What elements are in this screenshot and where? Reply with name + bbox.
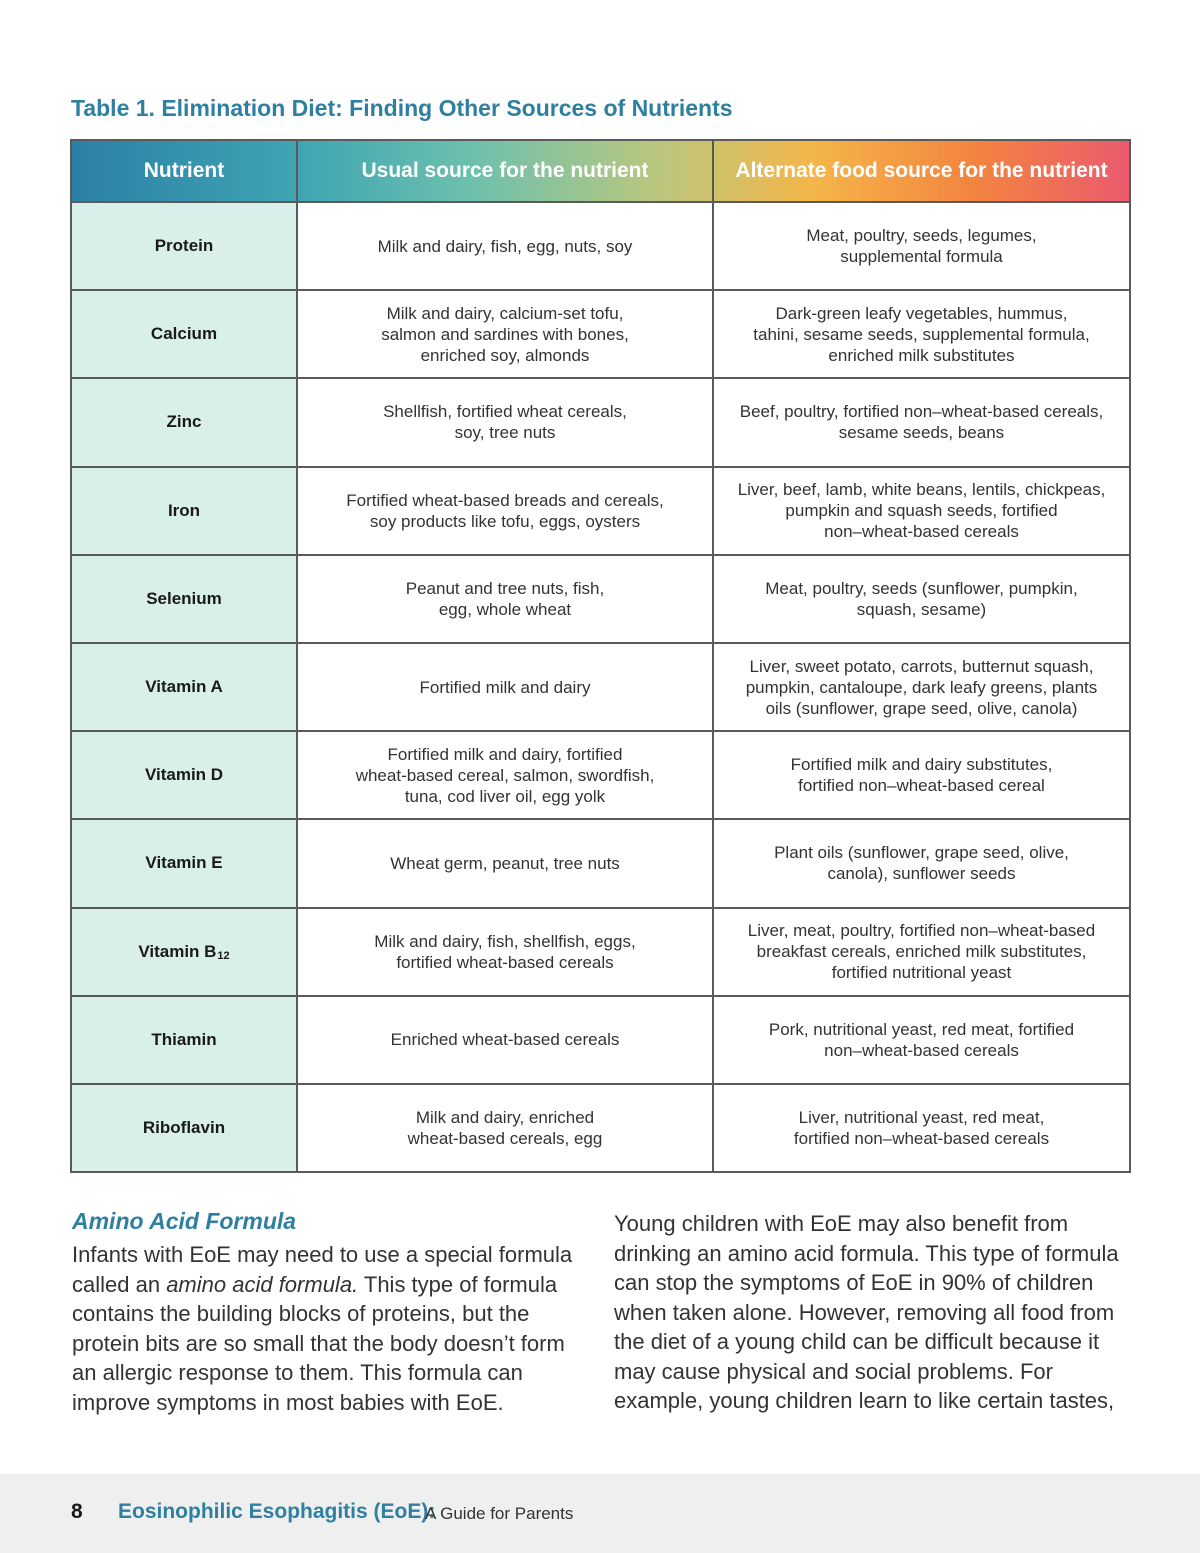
table-row: [71, 908, 1130, 996]
table-row: [71, 202, 1130, 290]
right-text-column: [614, 1209, 1129, 1416]
table-row: [71, 378, 1130, 466]
alternate-source-cell: Fortified milk and dairy substitutes, fortified non–wheat-based cereal: [713, 731, 1130, 819]
alternate-source-cell: Beef, poultry, fortified non–wheat-based cereals, sesame seeds, beans: [713, 378, 1130, 466]
nutrient-name-cell: [71, 378, 297, 466]
nutrient-name: Vitamin B: [138, 941, 217, 961]
nutrient-name: Thiamin: [151, 1029, 217, 1049]
table-row: [71, 996, 1130, 1084]
footer-subtitle: A Guide for Parents: [425, 1504, 574, 1523]
nutrient-name: Protein: [154, 236, 214, 256]
usual-source-cell: Shellfish, fortified wheat cereals, soy, tree nuts: [297, 378, 713, 466]
nutrient-name: Iron: [167, 500, 201, 520]
paragraph-2: Young children with EoE may also benefit from drinking an amino acid formula. This type of formula can stop the symptoms of EoE in 90% of children when taken alone. However, removing all food from the diet of a young child can be difficult because it may cause physical and social problems. For example, young children learn to like certain tastes,: [614, 1211, 1119, 1413]
usual-source-cell: Wheat germ, peanut, tree nuts: [297, 819, 713, 907]
nutrient-name-cell: [71, 643, 297, 731]
usual-source-cell: Milk and dairy, calcium-set tofu, salmon and sardines with bones, enriched soy, almonds: [297, 290, 713, 378]
usual-source-cell: Fortified milk and dairy: [297, 643, 713, 731]
nutrient-name: Selenium: [146, 588, 222, 608]
page-number: 8: [71, 1500, 83, 1523]
usual-source-cell: Milk and dairy, enriched wheat-based cereals, egg: [297, 1084, 713, 1172]
paragraph-1-emphasis: amino acid formula.: [166, 1271, 359, 1297]
nutrient-name-cell: [71, 1084, 297, 1172]
usual-source-cell: Milk and dairy, fish, egg, nuts, soy: [297, 202, 713, 290]
nutrient-name-cell: [71, 467, 297, 555]
table-row: [71, 1084, 1130, 1172]
table-row: [71, 731, 1130, 819]
nutrient-name-cell: [71, 290, 297, 378]
page-footer: [0, 1474, 1200, 1553]
nutrient-table: [70, 139, 1131, 1173]
nutrient-name-cell: [71, 555, 297, 643]
alternate-source-cell: Plant oils (sunflower, grape seed, olive, canola), sunflower seeds: [713, 819, 1130, 907]
nutrient-name-cell: [71, 731, 297, 819]
nutrient-name-cell: [71, 996, 297, 1084]
paragraph-1-start: Infants with EoE may need to use a special formula called an: [72, 1242, 573, 1297]
nutrient-name-cell: [71, 819, 297, 907]
alternate-source-cell: Pork, nutritional yeast, red meat, fortified non–wheat-based cereals: [713, 996, 1130, 1084]
table-title: Table 1. Elimination Diet: Finding Other Sources of Nutrients: [71, 95, 733, 121]
nutrient-name-cell: [71, 202, 297, 290]
usual-source-cell: Peanut and tree nuts, fish, egg, whole wheat: [297, 555, 713, 643]
alternate-source-cell: Dark-green leafy vegetables, hummus, tahini, sesame seeds, supplemental formula, enriched milk substitutes: [713, 290, 1130, 378]
usual-source-cell: Fortified wheat-based breads and cereals, soy products like tofu, eggs, oysters: [297, 467, 713, 555]
usual-source-cell: Milk and dairy, fish, shellfish, eggs, fortified wheat-based cereals: [297, 908, 713, 996]
usual-source-cell: Enriched wheat-based cereals: [297, 996, 713, 1084]
table-row: [71, 555, 1130, 643]
table-row: [71, 290, 1130, 378]
nutrient-subscript: 12: [217, 949, 230, 962]
nutrient-name: Vitamin D: [144, 765, 224, 785]
table-header-row: [71, 140, 1130, 202]
alternate-source-cell: Liver, beef, lamb, white beans, lentils, chickpeas, pumpkin and squash seeds, fortified non–wheat-based cereals: [713, 467, 1130, 555]
table-row: [71, 819, 1130, 907]
alternate-source-cell: Liver, nutritional yeast, red meat, fortified non–wheat-based cereals: [713, 1084, 1130, 1172]
table-row: [71, 643, 1130, 731]
header-usual-source: Usual source for the nutrient: [297, 140, 713, 202]
header-alternate-source: Alternate food source for the nutrient: [713, 140, 1130, 202]
header-nutrient: Nutrient: [71, 140, 297, 202]
alternate-source-cell: Liver, sweet potato, carrots, butternut squash, pumpkin, cantaloupe, dark leafy greens, plants oils (sunflower, grape seed, olive, canola): [713, 643, 1130, 731]
paragraph-1-end: This type of formula contains the building blocks of proteins, but the protein bits are so small that the body doesn’t form an allergic response to them. This formula can improve symptoms in most babies with EoE.: [72, 1271, 565, 1415]
nutrient-name: Vitamin E: [145, 853, 223, 873]
footer-title: Eosinophilic Esophagitis (EoE):: [118, 1500, 436, 1523]
nutrient-name: Zinc: [166, 412, 202, 432]
alternate-source-cell: Meat, poultry, seeds (sunflower, pumpkin, squash, sesame): [713, 555, 1130, 643]
table-body: [71, 202, 1130, 1172]
nutrient-name: Vitamin A: [145, 677, 223, 697]
nutrient-name: Riboflavin: [142, 1117, 226, 1137]
alternate-source-cell: Liver, meat, poultry, fortified non–wheat-based breakfast cereals, enriched milk substitutes, fortified nutritional yeast: [713, 908, 1130, 996]
paragraph-1: [72, 1240, 592, 1417]
alternate-source-cell: Meat, poultry, seeds, legumes, supplemental formula: [713, 202, 1130, 290]
section-heading: Amino Acid Formula: [72, 1208, 297, 1234]
usual-source-cell: Fortified milk and dairy, fortified wheat-based cereal, salmon, swordfish, tuna, cod liver oil, egg yolk: [297, 731, 713, 819]
nutrient-name-cell: [71, 908, 297, 996]
left-text-column: [72, 1206, 592, 1417]
nutrient-name: Calcium: [150, 324, 218, 344]
table-row: [71, 467, 1130, 555]
